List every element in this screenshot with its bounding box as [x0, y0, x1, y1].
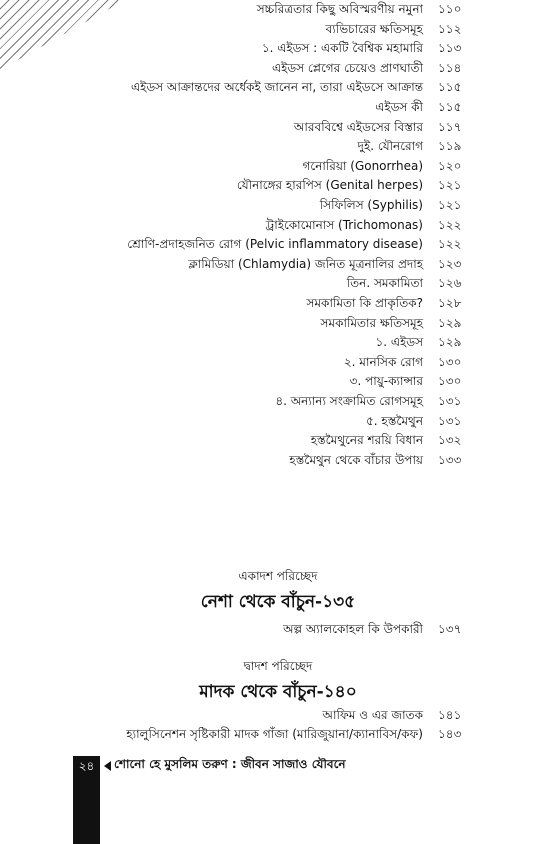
toc-entry-page: ১১৭: [438, 119, 462, 134]
toc-entry-page: ১২৯: [438, 315, 462, 330]
list-item: [0, 294, 556, 313]
toc-entry-page: ১২২: [438, 237, 462, 252]
toc-entry-title: সমকামিতা কি প্রাকৃতিক?: [306, 296, 423, 310]
toc-entry-page: ১২০: [438, 158, 462, 173]
toc-entry-page: ১৩৭: [438, 622, 462, 636]
list-item: [0, 176, 556, 195]
toc-entry-title: সচ্চরিত্রতার কিছু অবিস্মরণীয় নমুনা: [256, 2, 423, 16]
toc-entry-title: ১. এইডস: [375, 335, 423, 350]
toc-entry-title: ৫. হস্তমৈথুন: [366, 413, 423, 428]
toc-entry-title: সিফিলিস (Syphilis): [319, 198, 423, 212]
list-item: [0, 255, 556, 274]
list-item: [0, 78, 556, 97]
toc-entry-page: ১১৪: [438, 60, 462, 75]
list-item: [0, 412, 556, 431]
toc-entry-title: ৪. অন্যান্য সংক্রামিত রোগসমূহ: [275, 394, 423, 408]
toc-entry-page: ১৪১: [438, 708, 462, 722]
toc-entry-page: ১১৩: [438, 41, 462, 56]
toc-entry-title: শ্রোণি-প্রদাহজনিত রোগ (Pelvic inflammatory disease): [127, 237, 423, 252]
list-item: [0, 137, 556, 156]
running-footer-title: শোনো হে মুসলিম তরুণ : জীবন সাজাও যৌবনে: [114, 757, 346, 771]
toc-entry-title: এইডস প্লেগের চেয়েও প্রাণঘাতী: [271, 60, 423, 75]
list-item: [0, 706, 556, 725]
toc-entry-page: ১২৬: [438, 276, 462, 291]
chapter-11-label: একাদশ পরিচ্ছেদ: [238, 569, 318, 583]
toc-entry-title: ব্যভিচারের ক্ষতিসমূহ: [325, 21, 423, 36]
list-item: [0, 39, 556, 58]
list-item: [0, 59, 556, 78]
toc-entry-title: তিন. সমকামিতা: [346, 276, 423, 291]
toc-entry-page: ১২১: [438, 178, 462, 193]
list-item: [0, 725, 556, 744]
toc-entry-title: সমকামিতার ক্ষতিসমূহ: [320, 315, 423, 330]
toc-entry-page: ১৩৩: [438, 452, 462, 467]
list-item: [0, 620, 556, 639]
toc-entry-page: ১৩১: [438, 394, 462, 408]
list-item: [0, 353, 556, 372]
toc-entry-title: হ্যালুসিনেশন সৃষ্টিকারী মাদক গাঁজা (মারিজুয়ানা/ক্যানাবিস/কফ): [126, 727, 423, 741]
toc-entry-page: ১৩০: [438, 354, 462, 369]
list-item: [0, 333, 556, 352]
list-item: [0, 157, 556, 176]
toc-entry-page: ১৩১: [438, 413, 462, 428]
toc-entry-title: ৩. পায়ু-ক্যান্সার: [349, 374, 423, 389]
list-item: [0, 314, 556, 333]
toc-entry-page: ১১৫: [438, 100, 462, 114]
toc-entry-title: হস্তমৈথুনের শরয়ি বিধান: [310, 433, 423, 448]
list-item: [0, 0, 556, 19]
toc-entry-title: ক্লামিডিয়া (Chlamydia) জনিত মূত্রনালির প্রদাহ: [188, 256, 423, 271]
chapter-12-label: দ্বাদশ পরিচ্ছেদ: [243, 659, 313, 673]
list-item: [0, 20, 556, 39]
list-item: [0, 216, 556, 235]
toc-entry-page: ১২২: [438, 217, 462, 232]
toc-entry-page: ১৪৩: [438, 727, 462, 741]
toc-entry-page: ১১২: [438, 21, 462, 36]
toc-entry-page: ১৩২: [438, 433, 462, 448]
toc-entry-title: আরববিশ্বে এইডসের বিস্তার: [293, 119, 423, 134]
toc-entry-title: এইডস আক্রান্তদের অর্ধেকই জানেন না, তারা এইডসে আক্রান্ত: [130, 80, 423, 95]
chapter-11-title: নেশা থেকে বাঁচুন-১৩৫: [200, 592, 356, 612]
list-item: [0, 98, 556, 117]
toc-entry-page: ১২১: [438, 198, 462, 212]
toc-entry-title: ট্রাইকোমোনাস (Trichomonas): [265, 217, 423, 232]
toc-entry-title: ২. মানসিক রোগ: [343, 354, 423, 369]
page-number: ২৪: [78, 759, 95, 773]
chapter-12-title: মাদক থেকে বাঁচুন-১৪০: [199, 682, 357, 702]
toc-entry-title: দুই. যৌনরোগ: [357, 139, 423, 154]
list-item: [0, 235, 556, 254]
list-item: [0, 392, 556, 411]
toc-entry-title: গনোরিয়া (Gonorrhea): [302, 158, 423, 173]
toc-entry-title: অল্প অ্যালকোহল কি উপকারী: [283, 622, 423, 636]
toc-entry-title: যৌনাঙ্গের হারপিস (Genital herpes): [236, 178, 423, 193]
toc-entry-title: এইডস কী: [375, 100, 423, 114]
toc-entry-page: ১১৯: [438, 139, 462, 154]
list-item: [0, 451, 556, 470]
toc-entry-title: হস্তমৈথুন থেকে বাঁচার উপায়: [289, 452, 423, 467]
toc-entry-page: ১২৩: [438, 256, 462, 271]
toc-entry-page: ১১০: [438, 2, 462, 16]
toc-entry-title: ১. এইডস : একটি বৈশ্বিক মহামারি: [261, 41, 423, 56]
toc-entry-page: ১৩০: [438, 374, 462, 389]
triangle-left-icon: [104, 761, 111, 771]
list-item: [0, 118, 556, 137]
list-item: [0, 196, 556, 215]
list-item: [0, 431, 556, 450]
toc-entry-page: ১১৫: [438, 80, 462, 95]
toc-entry-page: ১২৮: [438, 296, 462, 310]
list-item: [0, 274, 556, 293]
toc-entry-title: আফিম ও এর জাতক: [322, 708, 423, 722]
toc-entry-page: ১২৯: [438, 335, 462, 350]
list-item: [0, 372, 556, 391]
